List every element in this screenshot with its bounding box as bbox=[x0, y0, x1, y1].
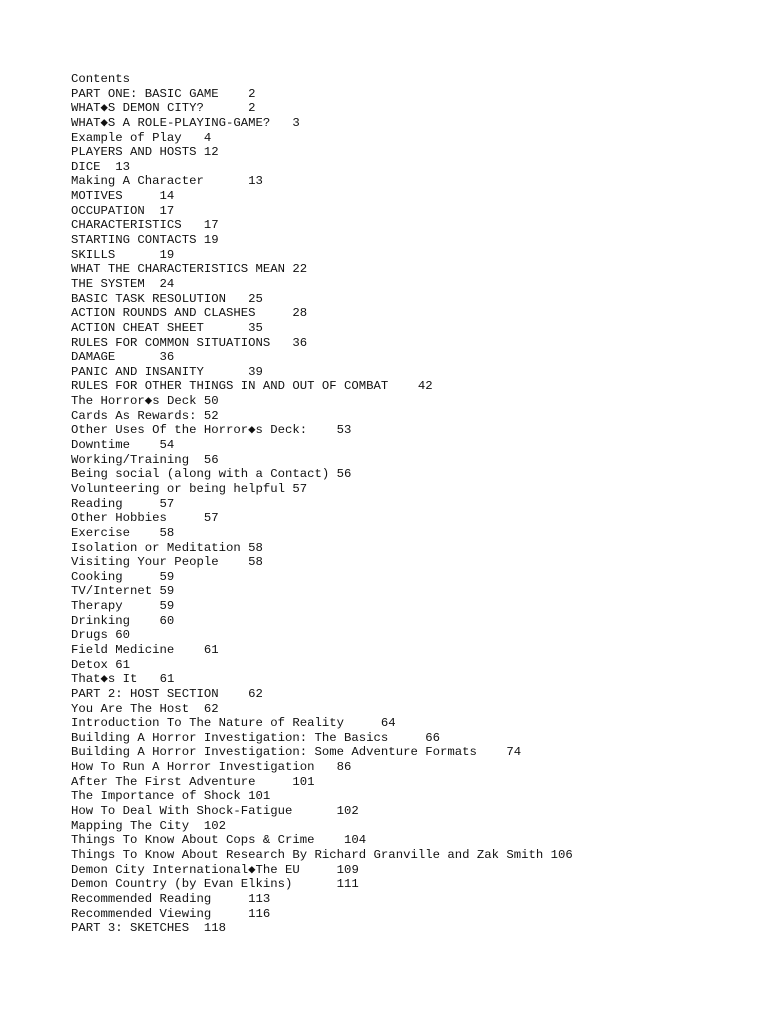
toc-entry: TV/Internet 59 bbox=[71, 584, 175, 599]
toc-entry: SKILLS 19 bbox=[71, 247, 175, 262]
toc-entry: MOTIVES 14 bbox=[71, 189, 175, 204]
toc-entry: Recommended Viewing 116 bbox=[71, 906, 271, 921]
toc-entry: PART ONE: BASIC GAME 2 bbox=[71, 86, 256, 101]
toc-entry: DICE 13 bbox=[71, 159, 131, 174]
toc-entry: ACTION ROUNDS AND CLASHES 28 bbox=[71, 306, 308, 321]
toc-entry: Cooking 59 bbox=[71, 569, 175, 584]
toc-entry: Introduction To The Nature of Reality 64 bbox=[71, 716, 396, 731]
toc-entry: Downtime 54 bbox=[71, 438, 175, 453]
toc-entry: RULES FOR COMMON SITUATIONS 36 bbox=[71, 335, 308, 350]
toc-entry: WHAT THE CHARACTERISTICS MEAN 22 bbox=[71, 262, 308, 277]
toc-entry: Drinking 60 bbox=[71, 613, 175, 628]
toc-entry: STARTING CONTACTS 19 bbox=[71, 233, 219, 248]
toc-entry: RULES FOR OTHER THINGS IN AND OUT OF COMBAT 42 bbox=[71, 379, 433, 394]
toc-entry: Other Uses Of the Horror◆s Deck: 53 bbox=[71, 423, 352, 438]
toc-entry: ACTION CHEAT SHEET 35 bbox=[71, 320, 263, 335]
toc-entry: Building A Horror Investigation: Some Adventure Formats 74 bbox=[71, 745, 522, 760]
toc-entry: PLAYERS AND HOSTS 12 bbox=[71, 145, 219, 160]
toc-entry: Cards As Rewards: 52 bbox=[71, 408, 219, 423]
toc-entry: The Horror◆s Deck 50 bbox=[71, 394, 219, 409]
toc-entry: Field Medicine 61 bbox=[71, 642, 219, 657]
table-of-contents bbox=[71, 72, 751, 936]
toc-entry: Visiting Your People 58 bbox=[71, 555, 263, 570]
toc-entry: Being social (along with a Contact) 56 bbox=[71, 467, 352, 482]
toc-entry: BASIC TASK RESOLUTION 25 bbox=[71, 291, 263, 306]
toc-entry: CHARACTERISTICS 17 bbox=[71, 218, 219, 233]
toc-entry: Other Hobbies 57 bbox=[71, 511, 219, 526]
toc-entry: Mapping The City 102 bbox=[71, 818, 226, 833]
toc-entry: That◆s It 61 bbox=[71, 672, 175, 687]
toc-entry: Reading 57 bbox=[71, 496, 175, 511]
toc-entry: How To Run A Horror Investigation 86 bbox=[71, 760, 352, 775]
toc-entry: Working/Training 56 bbox=[71, 452, 219, 467]
toc-entry: Volunteering or being helpful 57 bbox=[71, 481, 308, 496]
toc-entry: Recommended Reading 113 bbox=[71, 891, 271, 906]
toc-entry: Things To Know About Cops & Crime 104 bbox=[71, 833, 367, 848]
toc-entry: The Importance of Shock 101 bbox=[71, 789, 271, 804]
contents-heading: Contents bbox=[71, 72, 131, 86]
toc-entry: WHAT◆S DEMON CITY? 2 bbox=[71, 101, 256, 116]
toc-entry: Exercise 58 bbox=[71, 525, 175, 540]
toc-entry: Drugs 60 bbox=[71, 628, 131, 643]
toc-entry: Making A Character 13 bbox=[71, 174, 263, 189]
toc-entry: DAMAGE 36 bbox=[71, 350, 175, 365]
toc-entry: WHAT◆S A ROLE-PLAYING-GAME? 3 bbox=[71, 115, 300, 130]
toc-entry: Demon Country (by Evan Elkins) 111 bbox=[71, 877, 359, 892]
toc-entry: Isolation or Meditation 58 bbox=[71, 540, 263, 555]
toc-entry: Detox 61 bbox=[71, 657, 131, 672]
toc-entry: PANIC AND INSANITY 39 bbox=[71, 364, 263, 379]
toc-entry: THE SYSTEM 24 bbox=[71, 276, 175, 291]
toc-entry: After The First Adventure 101 bbox=[71, 774, 315, 789]
toc-entry: You Are The Host 62 bbox=[71, 701, 219, 716]
toc-entry: OCCUPATION 17 bbox=[71, 203, 175, 218]
toc-entry: Therapy 59 bbox=[71, 599, 175, 614]
toc-entry: Things To Know About Research By Richard Granville and Zak Smith 106 bbox=[71, 847, 573, 862]
toc-entry: Building A Horror Investigation: The Basics 66 bbox=[71, 730, 440, 745]
toc-entry: Demon City International◆The EU 109 bbox=[71, 862, 359, 877]
toc-entry: PART 3: SKETCHES 118 bbox=[71, 921, 226, 936]
toc-entry: How To Deal With Shock-Fatigue 102 bbox=[71, 804, 359, 819]
toc-entry: PART 2: HOST SECTION 62 bbox=[71, 686, 263, 701]
toc-entry: Example of Play 4 bbox=[71, 130, 212, 145]
